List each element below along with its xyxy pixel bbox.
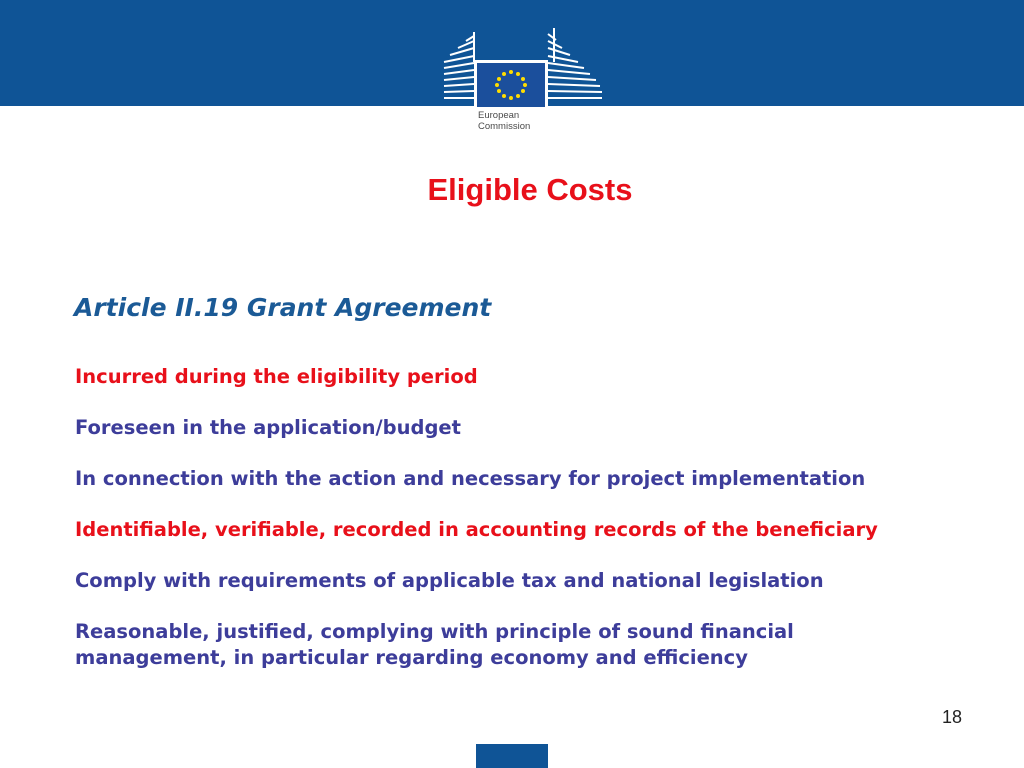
criterion-connection-with-action xyxy=(75,466,995,492)
criterion-text: Comply with requirements of applicable tax and national legislation xyxy=(75,569,824,592)
criterion-identifiable-verifiable xyxy=(75,517,995,543)
criterion-text: Foreseen in the application/budget xyxy=(75,416,461,439)
criterion-text: Identifiable, verifiable, recorded in accounting records of the beneficiary xyxy=(75,518,878,541)
european-commission-logo xyxy=(440,28,606,144)
page-number: 18 xyxy=(941,707,962,727)
criterion-text: In connection with the action and necessary for project implementation xyxy=(75,467,866,490)
criterion-foreseen-in-budget xyxy=(75,415,995,441)
slide-subtitle: Article II.19 Grant Agreement xyxy=(74,293,492,322)
criterion-text-line2: management, in particular regarding economy and efficiency xyxy=(75,645,748,669)
criterion-comply-with-legislation xyxy=(75,568,995,594)
criterion-sound-financial-management xyxy=(75,619,995,670)
criterion-text: Incurred during the eligibility period xyxy=(75,365,478,388)
criterion-eligibility-period xyxy=(75,364,995,390)
logo-text-line1: European xyxy=(478,110,520,121)
criterion-text-line1: Reasonable, justified, complying with principle of sound financial xyxy=(75,620,794,643)
eligibility-criteria-list xyxy=(75,364,995,696)
eu-flag xyxy=(477,63,545,107)
slide-title: Eligible Costs xyxy=(427,172,633,207)
logo-text xyxy=(478,110,546,132)
logo-text-line2: Commission xyxy=(478,121,531,132)
bottom-flag-tab xyxy=(476,744,548,768)
